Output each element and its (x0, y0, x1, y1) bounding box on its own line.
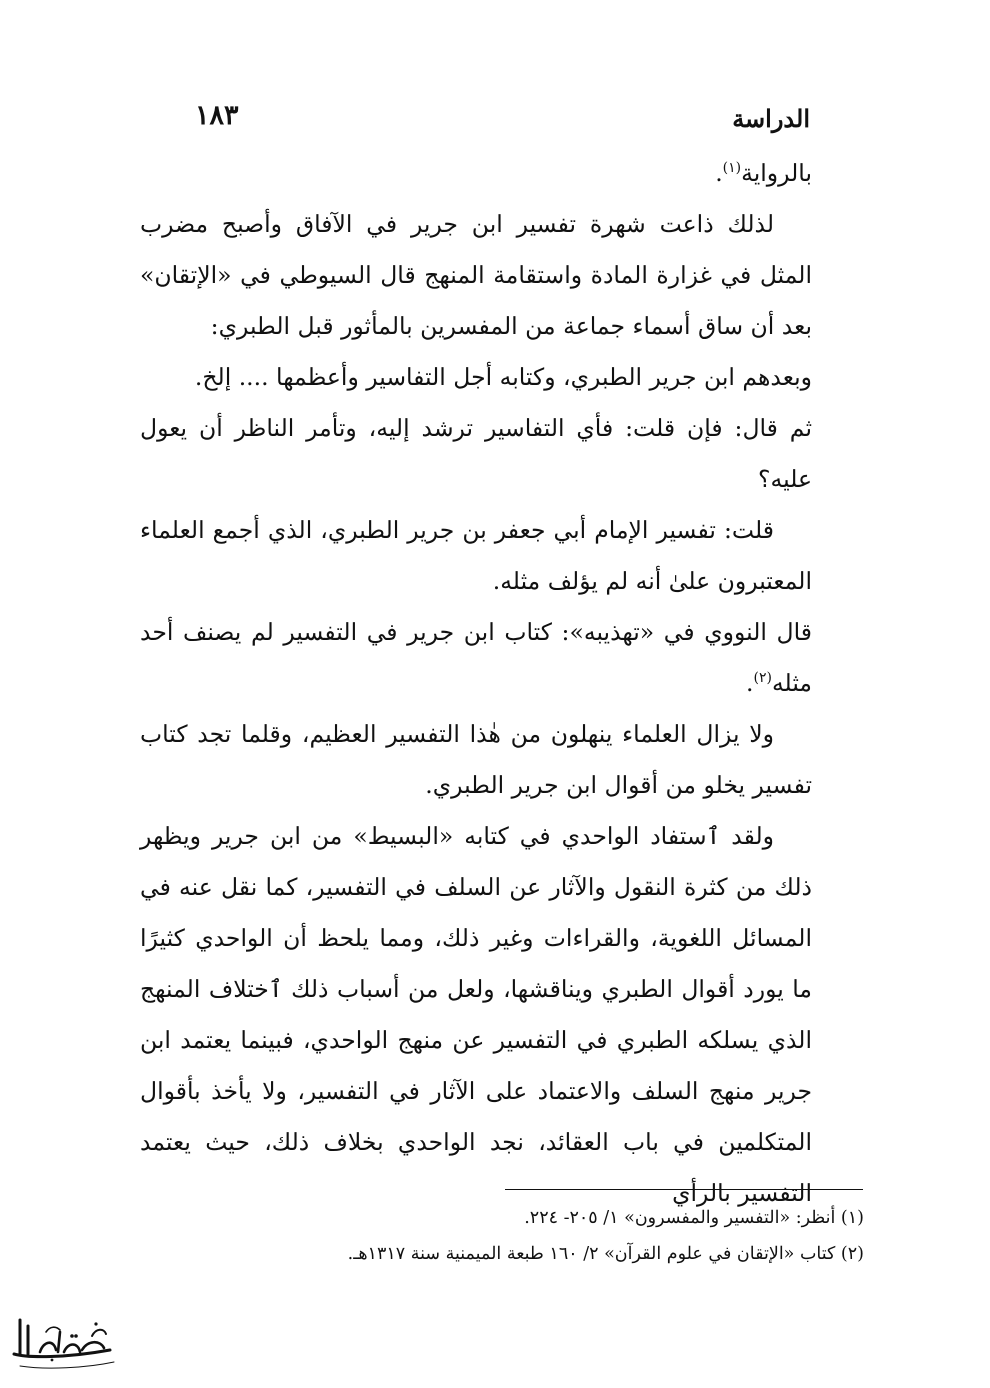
footnotes (140, 1200, 864, 1272)
paragraph-6-text: قال النووي في «تهذيبه»: كتاب ابن جرير في التفسير لم يصنف أحد مثله (140, 618, 812, 697)
paragraph-1-text: بالرواية (741, 159, 812, 187)
page-header (150, 100, 810, 140)
footnote-1: (١) أنظر: «التفسير والمفسرون» ١/ ٢٠٥- ٢٢٤. (524, 1208, 864, 1228)
paragraph-5: قلت: تفسير الإمام أبي جعفر بن جرير الطبري، الذي أجمع العلماء المعتبرون علىٰ أنه لم يؤلف مثله. (140, 516, 812, 595)
paragraph-6 (140, 607, 812, 709)
paragraph-1 (140, 148, 812, 199)
body-text (140, 148, 812, 1219)
paragraph-3: وبعدهم ابن جرير الطبري، وكتابه أجل التفاسير وأعظمها .... إلخ. (194, 363, 812, 391)
paragraph-8: ولقد ٱستفاد الواحدي في كتابه «البسيط» من ابن جرير ويظهر ذلك من كثرة النقول والآثار عن السلف في التفسير، كما نقل عنه في المسائل اللغوية، والقراءات وغير ذلك، ومما يلحظ أن الواحدي كثيرًا ما يورد أقوال الطبري ويناقشها، ولعل من أسباب ذلك ٱختلاف المنهج الذي يسلكه الطبري في التفسير عن منهج الواحدي، فبينما يعتمد ابن جرير منهج السلف والاعتماد على الآثار في التفسير، ولا يأخذ بأقوال المتكلمين في باب العقائد، نجد الواحدي بخلاف ذلك، حيث يعتمد التفسير بالرأي (140, 822, 812, 1207)
footnote-divider (505, 1189, 863, 1190)
paragraph-1-tail: . (715, 159, 723, 187)
footnote-ref-2[interactable]: (٢) (753, 670, 772, 686)
library-logo-icon (6, 1296, 122, 1376)
page-title: الدراسة (732, 104, 810, 133)
footnote-ref-1[interactable]: (١) (722, 160, 742, 176)
footnote-2: (٢) كتاب «الإتقان في علوم القرآن» ٢/ ١٦٠ طبعة الميمنية سنة ١٣١٧هـ. (347, 1244, 864, 1264)
paragraph-4: ثم قال: فإن قلت: فأي التفاسير ترشد إليه، وتأمر الناظر أن يعول عليه؟ (140, 414, 812, 493)
paragraph-6-tail: . (745, 669, 754, 697)
paragraph-2: لذلك ذاعت شهرة تفسير ابن جرير في الآفاق وأصبح مضرب المثل في غزارة المادة واستقامة المنهج قال السيوطي في «الإتقان» بعد أن ساق أسماء جماعة من المفسرين بالمأثور قبل الطبري: (140, 210, 812, 340)
paragraph-7: ولا يزال العلماء ينهلون من هٰذا التفسير العظيم، وقلما تجد كتاب تفسير يخلو من أقوال ابن جرير الطبري. (140, 720, 812, 799)
page-number: ١٨٣ (195, 100, 239, 131)
